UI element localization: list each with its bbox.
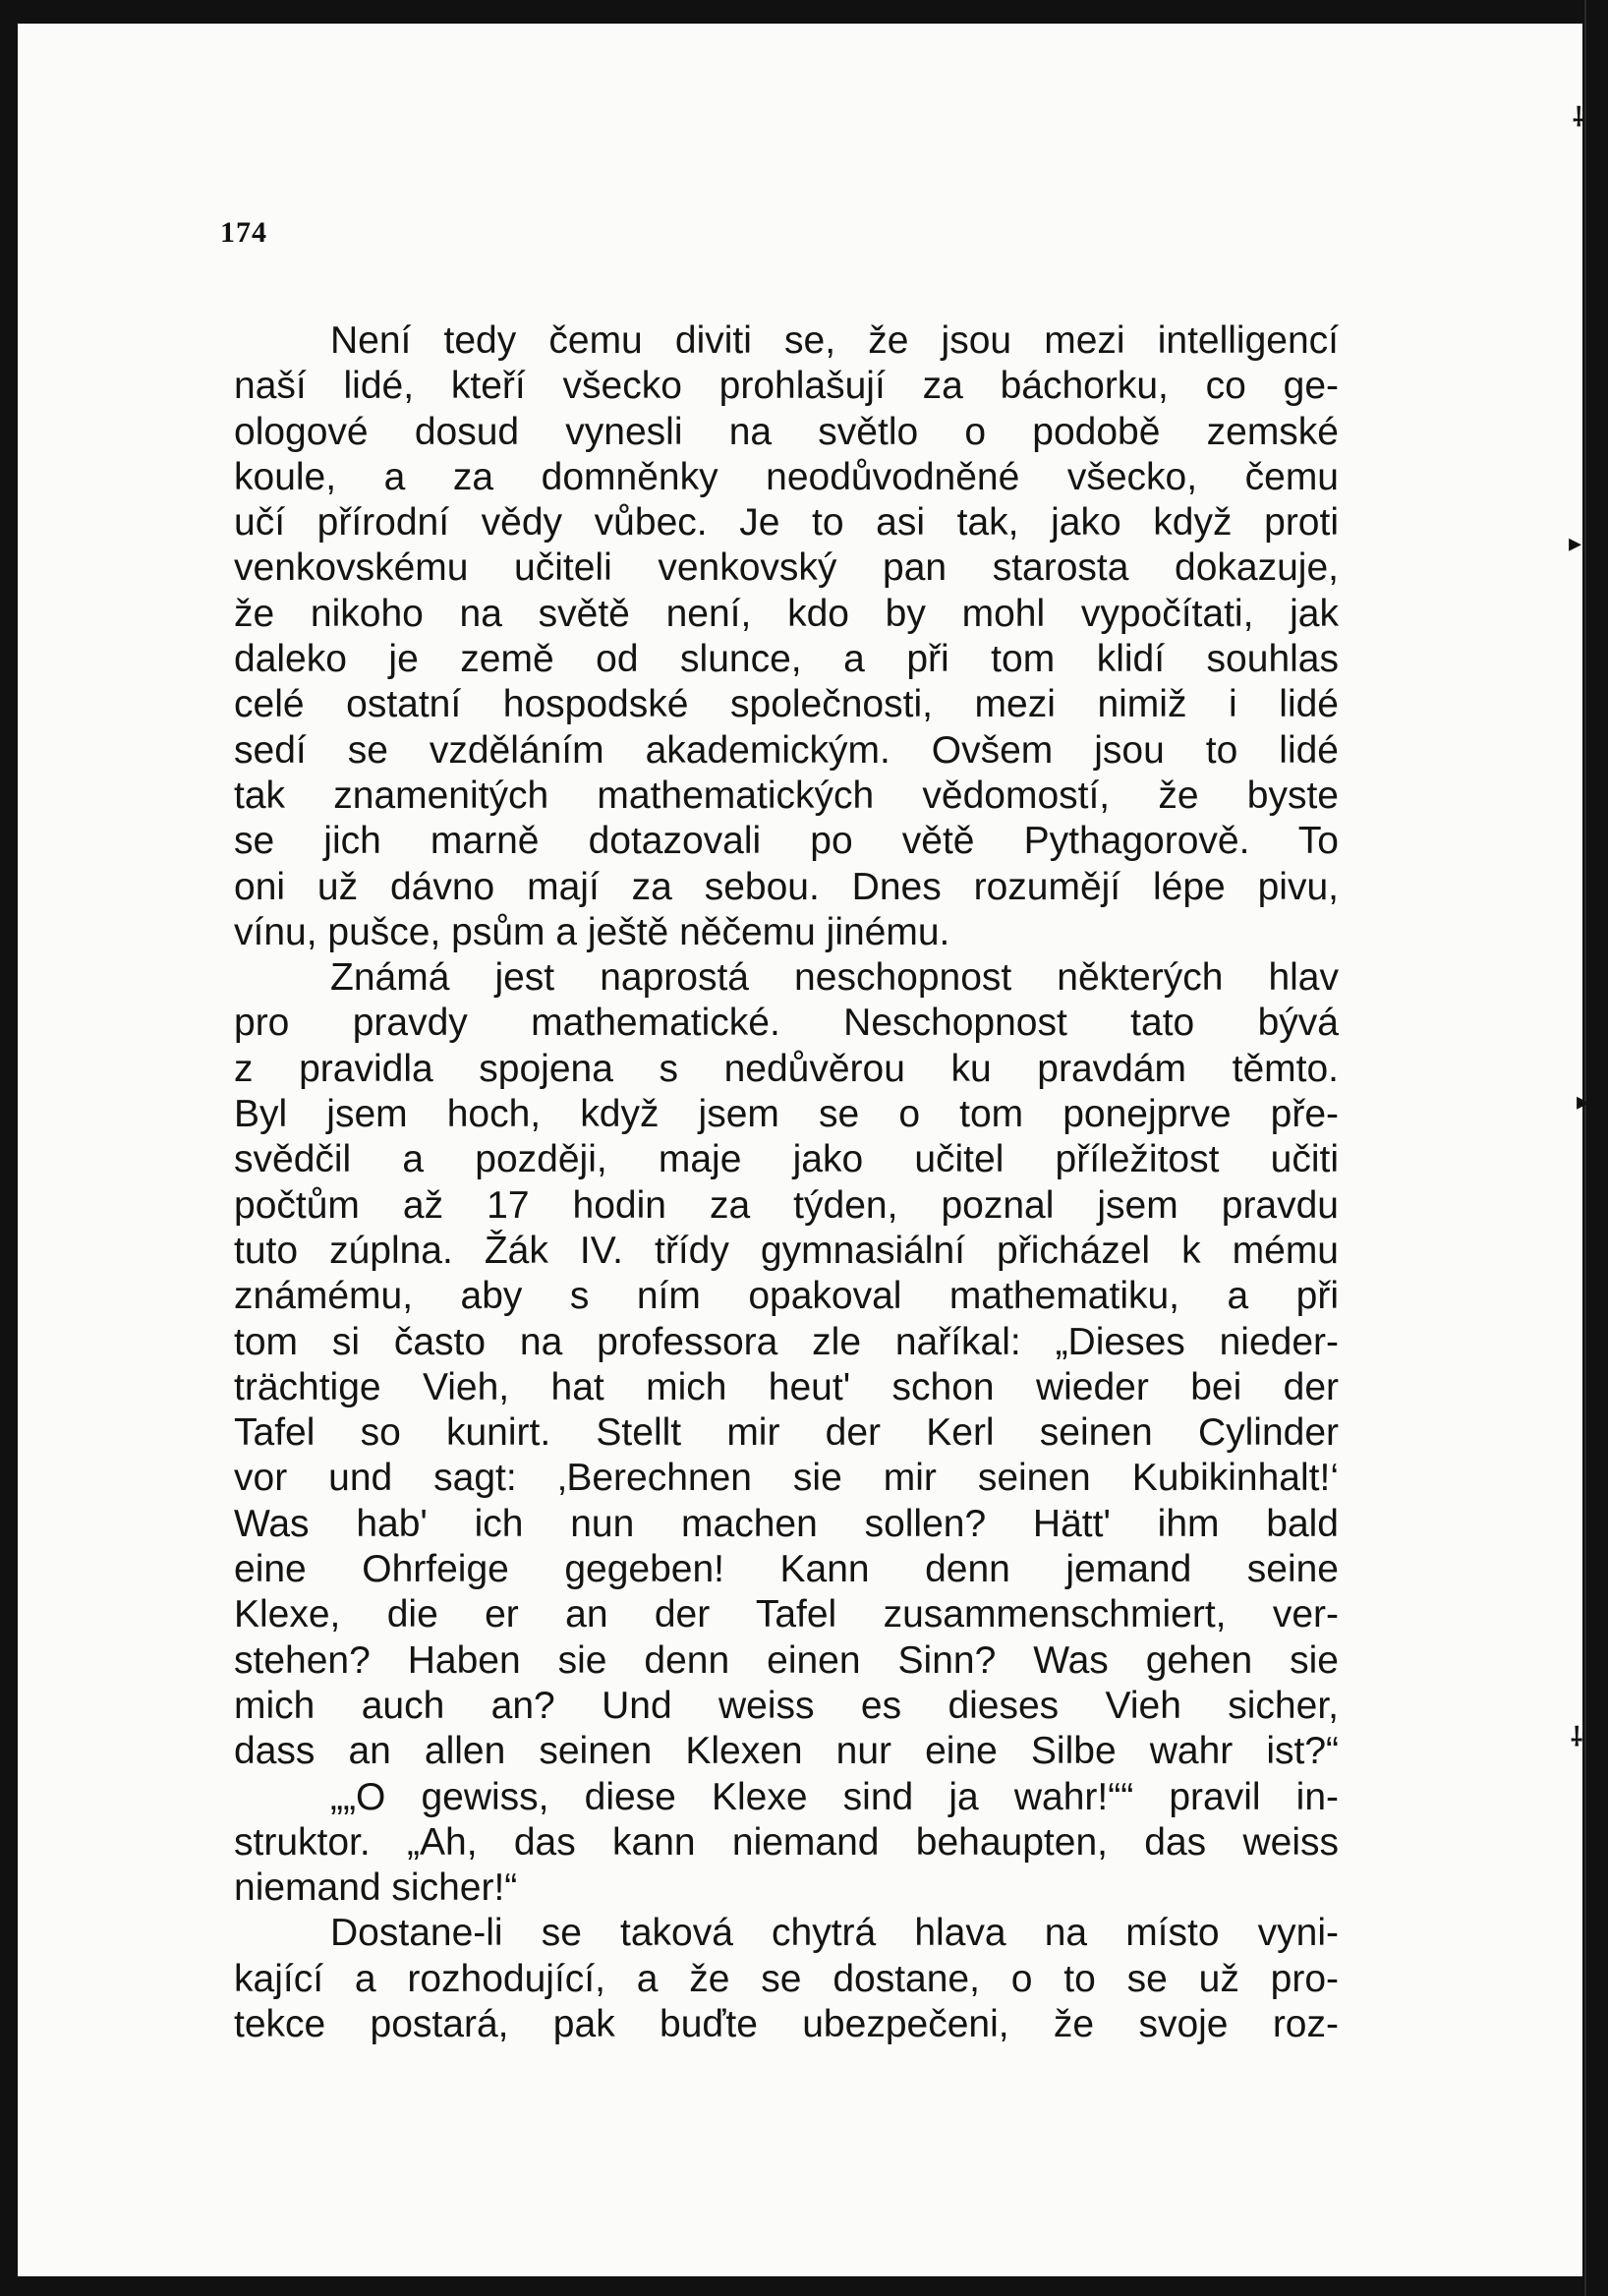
text-line: známému, aby s ním opakoval mathematiku, a při — [234, 1275, 1339, 1318]
text-line: koule, a za domněnky neodůvodněné všecko, čemu — [234, 455, 1339, 498]
text-line: struktor. „Ah, das kann niemand behaupten, das weiss — [234, 1820, 1339, 1864]
text-line: trächtige Vieh, hat mich heut' schon wieder bei der — [234, 1365, 1339, 1408]
text-line: stehen? Haben sie denn einen Sinn? Was gehen sie — [234, 1638, 1339, 1682]
scan-edge-mark: ⸸ — [1573, 103, 1585, 133]
text-line: počtům až 17 hodin za týden, poznal jsem pravdu — [234, 1183, 1339, 1227]
text-line: kající a rozhodující, a že se dostane, o to se už pro- — [234, 1957, 1339, 2000]
scan-edge-line — [1584, 0, 1586, 2296]
text-line: daleko je země od slunce, a při tom klidí souhlas — [234, 638, 1339, 681]
text-line: tom si často na professora zle naříkal: „Dieses nieder- — [234, 1320, 1339, 1363]
text-line: celé ostatní hospodské společnosti, mezi nimiž i lidé — [234, 683, 1339, 726]
page-text — [234, 318, 1339, 2047]
text-line: učí přírodní vědy vůbec. Je to asi tak, jako když proti — [234, 501, 1339, 545]
text-line: svědčil a později, maje jako učitel příležitost učiti — [234, 1138, 1339, 1181]
text-line: naší lidé, kteří všecko prohlašují za báchorku, co ge- — [234, 365, 1339, 408]
text-line: Známá jest naprostá neschopnost některých hlav — [330, 956, 1339, 1000]
text-line: že nikoho na světě není, kdo by mohl vypočítati, jak — [234, 592, 1339, 635]
text-line: sedí se vzděláním akademickým. Ovšem jsou to lidé — [234, 728, 1339, 772]
text-line: „„O gewiss, diese Klexe sind ja wahr!““ pravil in- — [330, 1775, 1339, 1818]
page-number: 174 — [220, 216, 267, 249]
scan-edge-mark: ⸸ — [1571, 1723, 1583, 1752]
text-line: dass an allen seinen Klexen nur eine Silbe wahr ist?“ — [234, 1730, 1339, 1773]
text-line: ologové dosud vynesli na světlo o podobě zemské — [234, 410, 1339, 453]
text-line: oni už dávno mají za sebou. Dnes rozumějí lépe pivu, — [234, 865, 1339, 908]
scan-edge-mark: ▸ — [1577, 1087, 1590, 1117]
text-line: Dostane-li se taková chytrá hlava na místo vyni- — [330, 1912, 1339, 1955]
text-line: Was hab' ich nun machen sollen? Hätt' ihm bald — [234, 1502, 1339, 1545]
text-line: eine Ohrfeige gegeben! Kann denn jemand seine — [234, 1548, 1339, 1591]
text-line: tuto zúplna. Žák IV. třídy gymnasiální přicházel k mému — [234, 1229, 1339, 1272]
text-line: tekce postará, pak buďte ubezpečeni, že svoje roz- — [234, 2002, 1339, 2045]
text-line: niemand sicher!“ — [234, 1866, 518, 1910]
text-line: Není tedy čemu diviti se, že jsou mezi intelligencí — [330, 319, 1339, 362]
text-line: z pravidla spojena s nedůvěrou ku pravdám těmto. — [234, 1047, 1339, 1090]
text-line: venkovskému učiteli venkovský pan starosta dokazuje, — [234, 546, 1339, 590]
text-line: vor und sagt: ‚Berechnen sie mir seinen Kubikinhalt!‘ — [234, 1457, 1339, 1500]
text-line: Byl jsem hoch, když jsem se o tom ponejprve pře- — [234, 1093, 1339, 1136]
text-line: Tafel so kunirt. Stellt mir der Kerl seinen Cylinder — [234, 1411, 1339, 1455]
text-line: Klexe, die er an der Tafel zusammenschmiert, ver- — [234, 1593, 1339, 1636]
text-line: mich auch an? Und weiss es dieses Vieh sicher, — [234, 1684, 1339, 1727]
text-line: pro pravdy mathematické. Neschopnost tato bývá — [234, 1002, 1339, 1045]
scan-edge-mark: ▸ — [1569, 529, 1582, 558]
page-sheet — [18, 24, 1585, 2276]
text-line: vínu, pušce, psům a ještě něčemu jinému. — [234, 910, 950, 953]
text-line: tak znamenitých mathematických vědomostí, že byste — [234, 774, 1339, 817]
text-line: se jich marně dotazovali po větě Pythagorově. To — [234, 820, 1339, 863]
